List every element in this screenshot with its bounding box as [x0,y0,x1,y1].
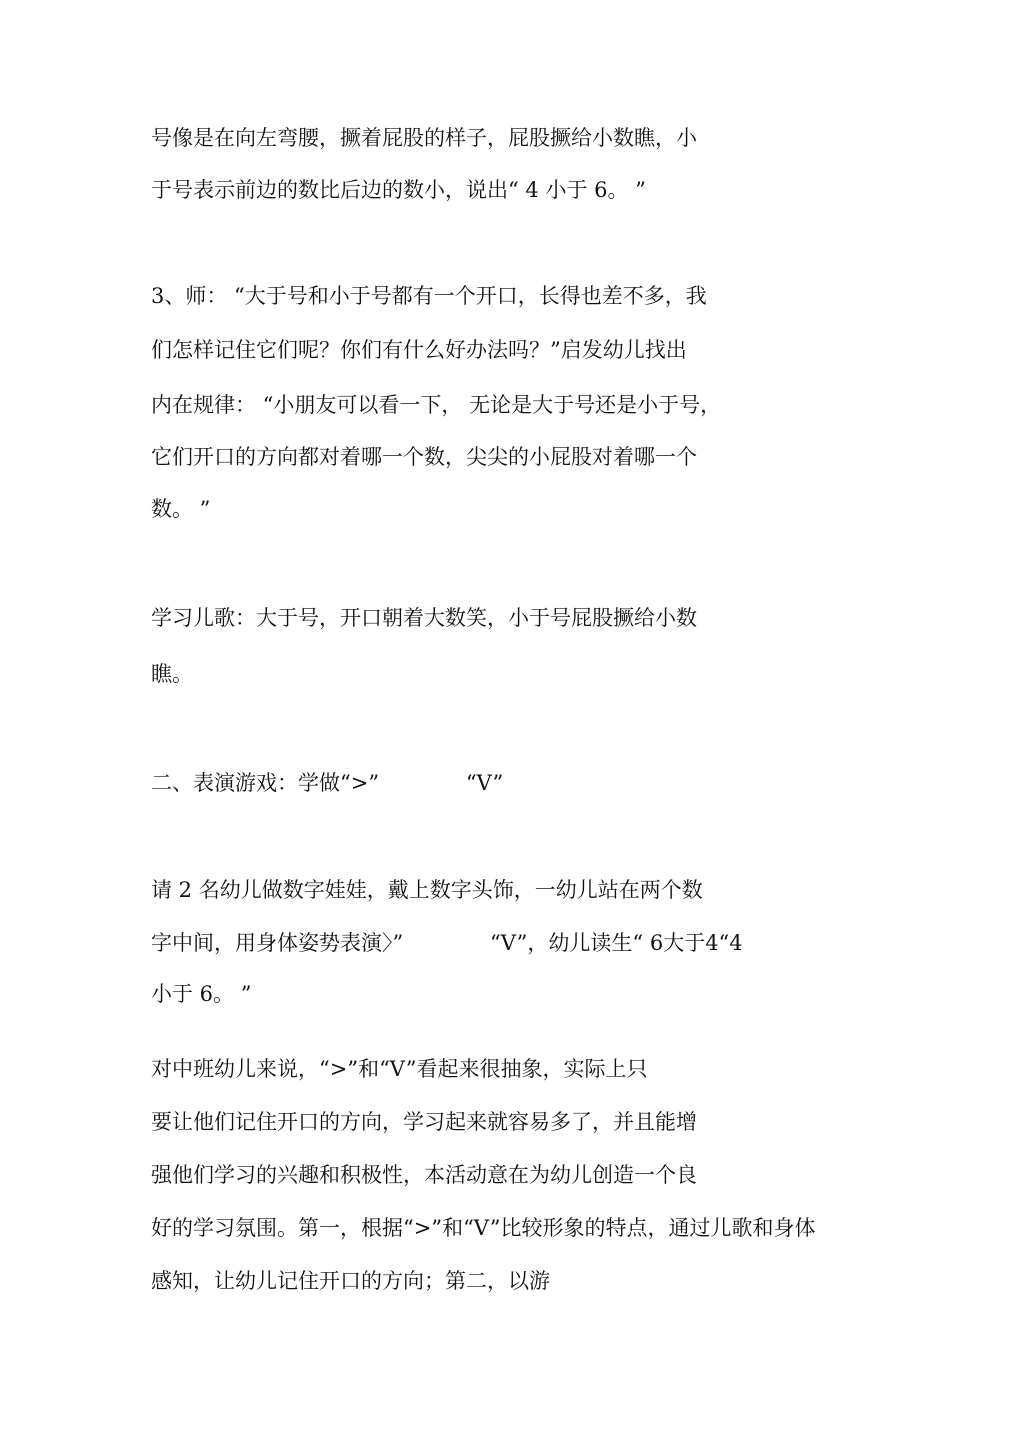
text-line: 内在规律： “小朋友可以看一下， 无论是大于号还是小于号， [151,393,722,417]
text-line: 于号表示前边的数比后边的数小，说出“ 4 小于 6。 ” [151,178,646,202]
text-line: 要让他们记住开口的方向，学习起来就容易多了，并且能增 [151,1110,697,1134]
text-line: 二、表演游戏：学做“>” “V” [151,771,504,795]
text-line: 强他们学习的兴趣和积极性，本活动意在为幼儿创造一个良 [151,1163,697,1187]
text-line: 对中班幼儿来说，“>”和“V”看起来很抽象，实际上只 [151,1057,648,1081]
text-line: 请 2 名幼儿做数字娃娃，戴上数字头饰，一幼儿站在两个数 [151,878,703,902]
text-line: 们怎样记住它们呢？你们有什么好办法吗？”启发幼儿找出 [151,338,687,362]
text-line: 3、师： “大于号和小于号都有一个开口，长得也差不多，我 [151,284,707,308]
text-line: 字中间，用身体姿势表演〉” “V”，幼儿读生“ 6大于4“4 [151,931,743,955]
text-line: 学习儿歌：大于号，开口朝着大数笑，小于号屁股撅给小数 [151,606,697,630]
text-line: 好的学习氛围。第一，根据“>”和“V”比较形象的特点，通过儿歌和身体 [151,1216,816,1240]
text-line: 感知，让幼儿记住开口的方向；第二，以游 [151,1269,550,1293]
text-line: 数。 ” [151,497,211,521]
text-line: 它们开口的方向都对着哪一个数，尖尖的小屁股对着哪一个 [151,445,697,469]
text-line: 小于 6。 ” [151,982,252,1006]
text-line: 号像是在向左弯腰，撅着屁股的样子，屁股撅给小数瞧，小 [151,126,697,150]
text-line: 瞧。 [151,662,193,686]
